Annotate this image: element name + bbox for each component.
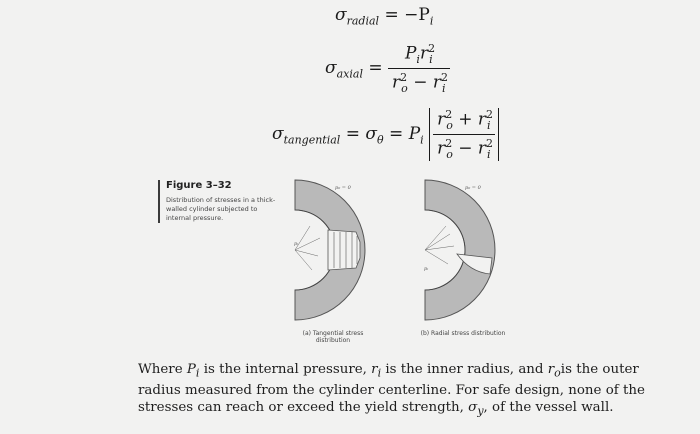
axial-subscript: axial: [336, 67, 363, 81]
r-symbol: r: [392, 72, 401, 93]
pressure-arrows: [425, 226, 454, 264]
pressure-arrows: [295, 226, 320, 270]
sigma-symbol: σ: [365, 124, 377, 145]
axial-denominator: [388, 69, 450, 95]
r-subscript: i: [377, 366, 382, 380]
figure-caption-box: [158, 180, 276, 223]
p-symbol: P: [404, 43, 417, 64]
equation-axial: [325, 42, 450, 95]
stress-distribution: [328, 230, 360, 270]
radial-stress-diagram: [410, 178, 510, 323]
minus-sign: −: [413, 72, 428, 93]
figure-caption: Distribution of stresses in a thick-walled cylinder subjected to internal pressure.: [166, 196, 276, 222]
text-segment: is the inner radius, and: [381, 362, 548, 377]
tangential-stress-diagram: [280, 178, 380, 323]
radial-rhs: = −P: [384, 5, 430, 25]
tangential-denominator: $r^2_o - r^2_i$: [437, 137, 494, 162]
r-subscript: i: [442, 82, 446, 96]
explanation-paragraph: [138, 361, 658, 419]
tangential-subscript: tangential: [283, 133, 341, 147]
sigma-symbol: σ: [325, 58, 337, 79]
r-subscript: i: [429, 53, 433, 67]
po-label: p₀ = 0: [335, 185, 351, 191]
equals-sign: =: [345, 124, 360, 145]
right-subcaption: (b) Radial stress distribution: [420, 330, 506, 337]
r-symbol: r: [419, 43, 429, 64]
plus-sign: +: [458, 109, 473, 130]
text-segment: is the internal pressure,: [199, 362, 372, 377]
sigma-subscript: y: [477, 404, 484, 418]
tangential-fraction: [433, 108, 495, 161]
r-symbol: r: [371, 362, 378, 377]
radial-subscript: radial: [346, 14, 380, 28]
text-segment: , of the vessel wall.: [483, 399, 614, 415]
p-subscript: i: [416, 53, 420, 67]
p-subscript: i: [420, 133, 424, 147]
axial-numerator: [388, 42, 450, 69]
left-subcaption: (a) Tangential stress distribution: [302, 330, 364, 344]
pi-label: pᵢ: [294, 241, 299, 247]
sigma-symbol: σ: [272, 124, 284, 145]
r-symbol: r: [432, 72, 441, 93]
tangential-numerator: $r^2_o + r^2_i$: [433, 108, 495, 135]
sigma-symbol: σ: [468, 399, 478, 415]
exponent: 2: [441, 71, 448, 85]
axial-fraction: [388, 42, 450, 95]
exponent: 2: [428, 42, 436, 55]
text-segment: Where: [138, 362, 187, 377]
text-segment: is the outer radius measured from the cylinder centerline. For safe design, none of the stresses can reach or exceed the yield strength,: [138, 362, 645, 415]
theta-subscript: θ: [377, 133, 384, 147]
equals-sign: =: [368, 58, 383, 79]
figure-title: Figure 3–32: [166, 180, 232, 191]
exponent: 2: [400, 71, 408, 85]
po-label: p₀ = 0: [465, 185, 481, 191]
r-subscript: o: [401, 82, 408, 96]
r-symbol: r: [547, 362, 555, 377]
cylinder-wall: [425, 180, 495, 320]
minus-sign: −: [458, 138, 473, 159]
p-symbol: P: [186, 362, 196, 377]
p-symbol: P: [408, 124, 421, 145]
equals-sign: =: [389, 124, 404, 145]
tangential-bracket: [429, 108, 499, 161]
p-subscript: i: [195, 366, 200, 380]
pi-label: pᵢ: [424, 266, 429, 272]
sigma-symbol: σ: [335, 5, 347, 25]
radial-rhs-subscript: i: [429, 14, 434, 28]
equation-radial: [335, 5, 433, 27]
equation-tangential: [272, 108, 499, 161]
r-subscript: o: [554, 366, 561, 380]
